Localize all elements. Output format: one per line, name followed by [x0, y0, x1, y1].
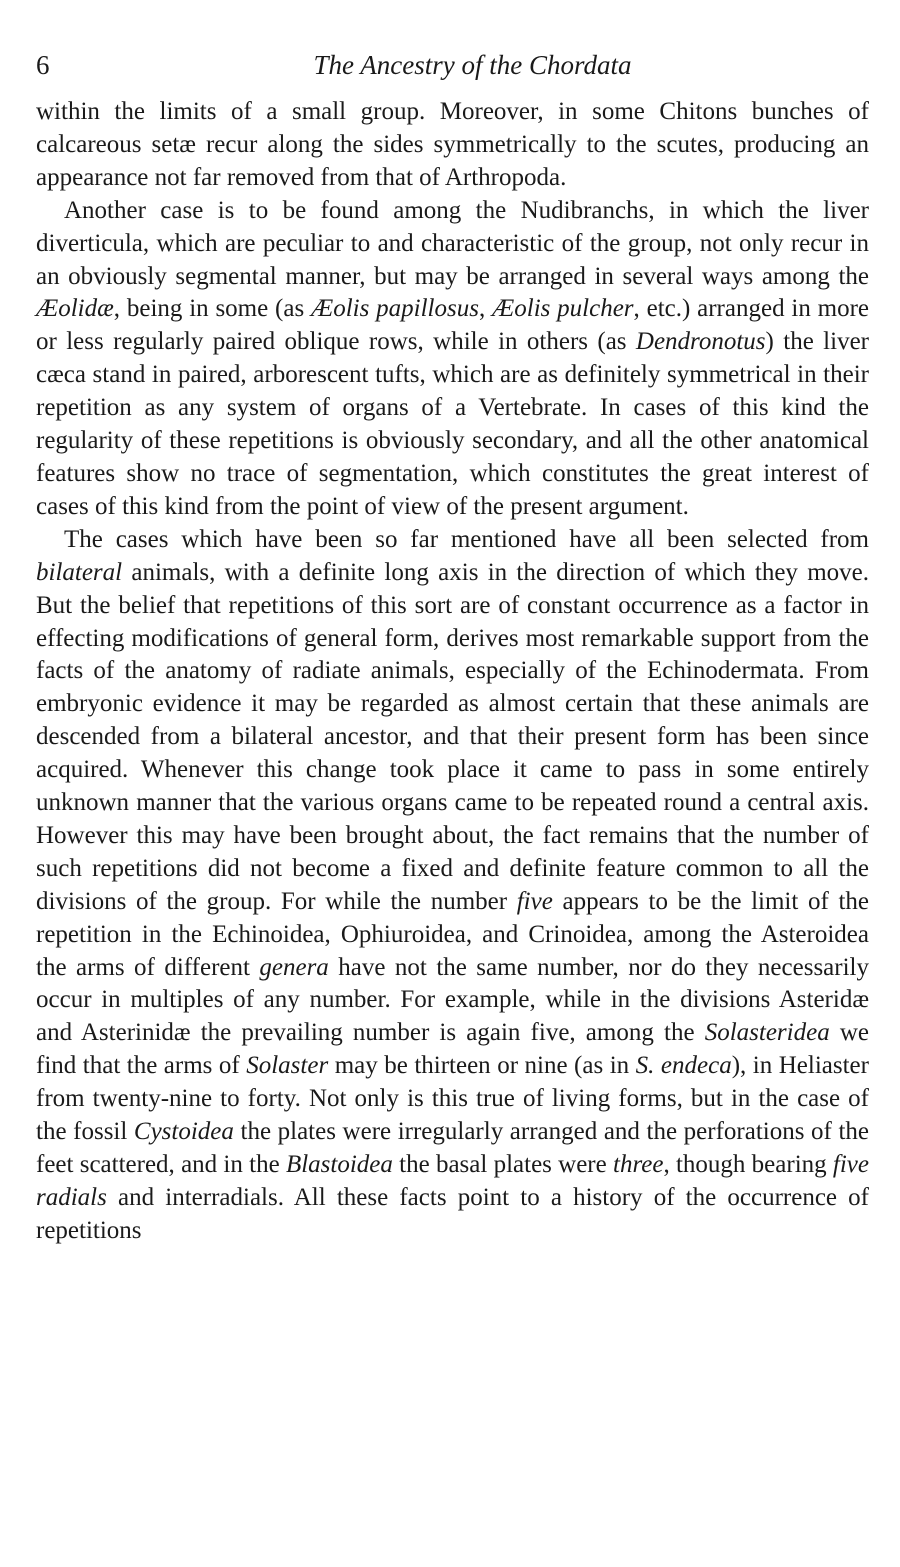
- text-run: the plates were irregularly arranged and the perforations of the feet scattered, and in the: [36, 1118, 869, 1178]
- italic-text-run: S. endeca: [635, 1052, 732, 1080]
- text-run: , etc.) arranged in more or less regularly paired oblique rows, while in others (as: [36, 295, 869, 356]
- italic-text-run: five: [516, 887, 553, 915]
- book-page: [36, 50, 869, 1248]
- text-run: ), in Heliaster from twenty-nine to forty. Not only is this true of living forms, but in the case of the fossil: [36, 1052, 869, 1146]
- italic-text-run: Blastoidea: [285, 1151, 393, 1178]
- italic-text-run: Dendronotus: [635, 328, 766, 356]
- text-run: , being in some (as: [113, 295, 311, 323]
- italic-text-run: bilateral: [36, 558, 123, 586]
- page-number: 6: [36, 50, 50, 80]
- text-run: the basal plates were: [392, 1151, 613, 1178]
- italic-text-run: three: [613, 1151, 664, 1178]
- paragraph: [36, 524, 869, 1248]
- text-run: may be thirteen or nine (as in: [328, 1052, 636, 1080]
- text-run: and interradials. All these facts point to a history of the occurrence of repetitions: [36, 1183, 869, 1244]
- text-run: within the limits of a small group. Moreover, in some Chitons bunches of calcareous setæ recur along the sides symmetrically to the scutes, producing an appearance not far removed from that of Arthropoda.: [36, 98, 869, 191]
- italic-text-run: Solaster: [246, 1052, 329, 1080]
- text-run: Another case is to be found among the Nudibranchs, in which the liver diverticula, which are peculiar to and characteristic of the group, not only recur in an obviously segmental manner, but may be arranged in several ways among the: [36, 196, 869, 290]
- text-run: The cases which have been so far mentioned have all been selected from: [64, 525, 869, 553]
- text-run: animals, with a definite long axis in the direction of which they move. But the belief that repetitions of this sort are of constant occurrence as a factor in effecting modifications of general form, derives most remarkable support from the facts of the anatomy of radiate animals, especially of the Echinodermata. From embryonic evidence it may be regarded as almost certain that these animals are descended from a bilateral ancestor, and that their present form has been since acquired. Whenever this change took place it came to pass in some entirely unknown manner that the various organs came to be repeated round a central axis. However this may have been brought about, the fact remains that the number of such repetitions did not become a fixed and definite feature common to all the divisions of the group. For while the number: [36, 558, 869, 915]
- page-header: [36, 50, 869, 90]
- text-run: , though bearing: [663, 1151, 833, 1178]
- italic-text-run: genera: [259, 953, 329, 981]
- italic-text-run: Æolis pulcher: [492, 295, 634, 323]
- italic-text-run: Æolis papillosus: [311, 295, 479, 323]
- text-run: appears to be the limit of the repetition in the Echinoidea, Ophiuroidea, and Crinoidea, among the Asteroidea the arms of different: [36, 887, 869, 981]
- italic-text-run: five radials: [36, 1151, 869, 1211]
- text-run: ) the liver cæca stand in paired, arborescent tufts, which are as definitely symmetrical in their repetition as any system of organs of a Vertebrate. In cases of this kind the regularity of these repetitions is obviously secondary, and all the other anatomical features show no trace of segmentation, which constitutes the great interest of cases of this kind from the point of view of the present argument.: [36, 328, 869, 520]
- italic-text-run: Æolidæ: [36, 295, 114, 323]
- italic-text-run: Cystoidea: [133, 1118, 234, 1146]
- body-text: [36, 96, 869, 1248]
- paragraph: [36, 96, 869, 195]
- italic-text-run: Solasteridea: [704, 1019, 830, 1047]
- paragraph: [36, 195, 869, 524]
- running-title: The Ancestry of the Chordata: [313, 50, 632, 80]
- text-run: we find that the arms of: [36, 1019, 870, 1080]
- text-run: ,: [478, 295, 493, 323]
- text-run: have not the same number, nor do they necessarily occur in multiples of any number. For example, while in the divisions Asteridæ and Asterinidæ the prevailing number is again five, among the: [36, 953, 869, 1047]
